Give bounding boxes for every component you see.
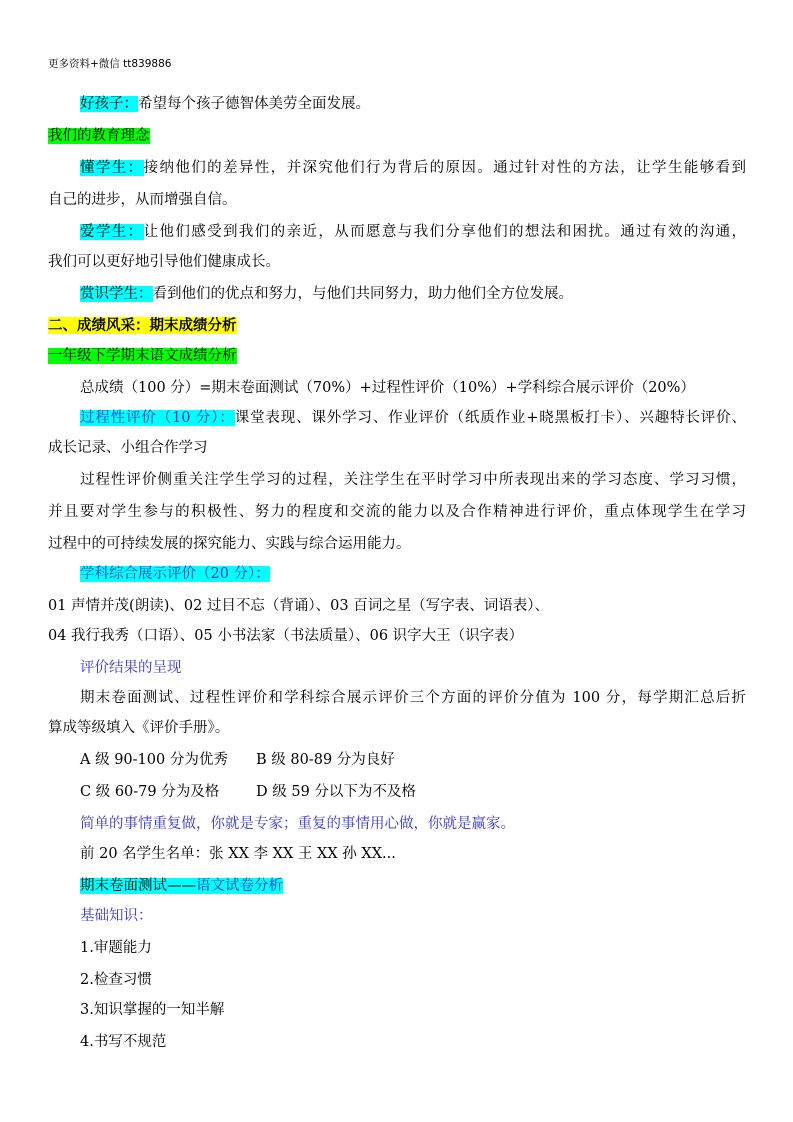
- process-desc-line3: 过程中的可持续发展的探究能力、实践与综合运用能力。: [48, 536, 411, 552]
- appreciate-text: 看到他们的优点和努力，与他们共同努力，助力他们全方位发展。: [152, 286, 573, 302]
- process-eval-label: 过程性评价（10 分）：: [80, 410, 235, 426]
- process-eval-line1: [80, 407, 746, 429]
- grade-b: B 级 80-89 分为良好: [256, 752, 395, 768]
- understand-text1: 接纳他们的差异性，并深究他们行为背后的原因。通过针对性的方法，让学生能够看到: [143, 160, 746, 176]
- exam-heading: [80, 875, 746, 897]
- process-eval-line2: 成长记录、小组合作学习: [48, 440, 208, 456]
- love-label: 爱学生：: [80, 224, 144, 240]
- appreciate-label: 赏识学生：: [80, 286, 153, 302]
- page-header: 更多资料+微信 tt839886: [48, 58, 172, 70]
- result-title: 评价结果的呈现: [80, 660, 182, 676]
- understand-line1: [80, 157, 746, 179]
- section2-title: 二、成绩风采：期末成绩分析: [48, 317, 237, 334]
- process-desc-line1: 过程性评价侧重关注学生学习的过程，关注学生在平时学习中所表现出来的学习态度、学习习惯，: [80, 472, 746, 488]
- subject-display-heading: [80, 563, 746, 585]
- motto: 简单的事情重复做，你就是专家；重复的事情用心做，你就是赢家。: [80, 816, 515, 832]
- items-line1: 01 声情并茂(朗读)、02 过目不忘（背诵）、03 百词之星（写字表、词语表）、: [48, 598, 549, 614]
- good-child-label: 好孩子：: [80, 96, 138, 112]
- grade-row-cd: [80, 781, 746, 803]
- understand-line2: 自己的进步，从而增强自信。: [48, 192, 237, 208]
- top20-list: 前 20 名学生名单：张 XX 李 XX 王 XX 孙 XX...: [80, 846, 396, 862]
- grade1-heading: [48, 345, 746, 367]
- result-desc-line1: 期末卷面测试、过程性评价和学科综合展示评价三个方面的评价分值为 100 分，每学期汇总后折: [80, 690, 746, 706]
- grade-d: D 级 59 分以下为不及格: [256, 784, 416, 800]
- philosophy-heading: [48, 125, 746, 147]
- basic-item-3: 3.知识掌握的一知半解: [80, 1002, 225, 1018]
- section2-heading: [48, 315, 746, 337]
- grade-row-ab: [80, 749, 746, 771]
- love-text1: 让他们感受到我们的亲近，从而愿意与我们分享他们的想法和困扰。通过有效的沟通，: [143, 224, 746, 240]
- appreciate-line: [80, 283, 746, 305]
- total-score-formula: 总成绩（100 分）=期末卷面测试（70%）+过程性评价（10%）+学科综合展示评价（20%）: [80, 380, 695, 396]
- grade-a: A 级 90-100 分为优秀: [80, 752, 228, 768]
- items-line2: 04 我行我秀（口语）、05 小书法家（书法质量）、06 识字大王（识字表）: [48, 628, 524, 644]
- result-desc-line2: 算成等级填入《评价手册》。: [48, 720, 230, 736]
- good-child-text: 希望每个孩子德智体美劳全面发展。: [138, 96, 370, 112]
- love-line1: [80, 221, 746, 243]
- basic-item-2: 2.检查习惯: [80, 972, 152, 988]
- good-child-line: [80, 93, 746, 115]
- love-line2: 我们可以更好地引导他们健康成长。: [48, 254, 280, 270]
- grade1-title: 一年级下学期末语文成绩分析: [48, 348, 237, 364]
- basic-item-1: 1.审题能力: [80, 940, 152, 956]
- understand-label: 懂学生：: [80, 160, 144, 176]
- exam-title-part1: 期末卷面测试——: [80, 878, 196, 894]
- subject-display-label: 学科综合展示评价（20 分）：: [80, 566, 270, 582]
- basic-knowledge-title: 基础知识：: [80, 908, 153, 924]
- basic-item-4: 4.书写不规范: [80, 1034, 167, 1050]
- exam-title-part2: 语文试卷分析: [196, 878, 283, 894]
- process-eval-text1: 课堂表现、课外学习、作业评价（纸质作业+晓黑板打卡）、兴趣特长评价、: [234, 410, 746, 426]
- process-desc-line2: 并且要对学生参与的积极性、努力的程度和交流的能力以及合作精神进行评价，重点体现学生在学习: [48, 504, 746, 520]
- philosophy-title: 我们的教育理念: [48, 128, 150, 144]
- grade-c: C 级 60-79 分为及格: [80, 784, 220, 800]
